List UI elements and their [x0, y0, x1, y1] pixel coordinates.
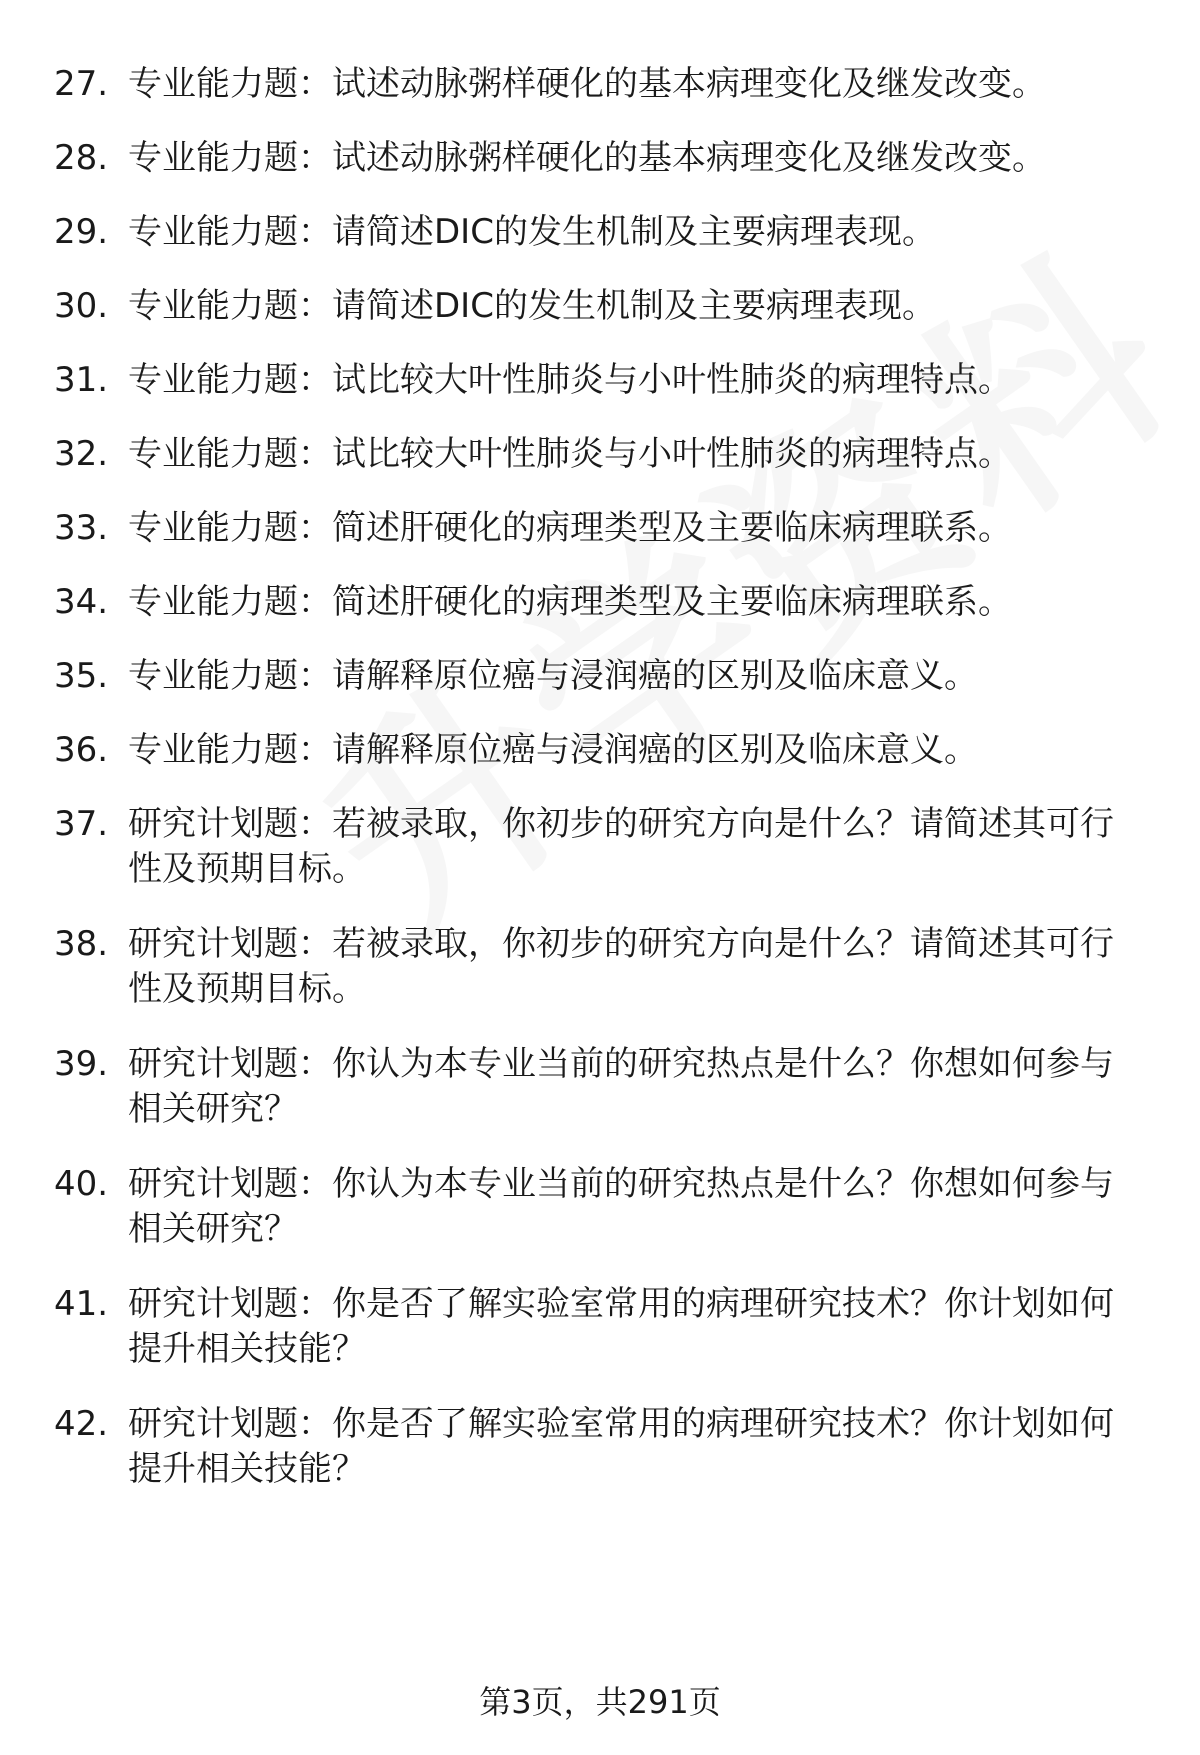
question-text: 专业能力题：请简述DIC的发生机制及主要病理表现。 [128, 286, 936, 326]
question-number: 36. [54, 730, 109, 770]
question-number: 33. [54, 508, 109, 548]
question-number: 28. [54, 138, 109, 178]
question-text: 研究计划题：若被录取，你初步的研究方向是什么？请简述其可行性及预期目标。 [128, 804, 1114, 889]
question-text: 研究计划题：你是否了解实验室常用的病理研究技术？你计划如何提升相关技能？ [128, 1284, 1114, 1369]
question-number: 29. [54, 212, 109, 252]
question-number: 40. [54, 1164, 109, 1204]
question-text: 专业能力题：试比较大叶性肺炎与小叶性肺炎的病理特点。 [128, 360, 1012, 400]
page-number: 第3页，共291页 [479, 1683, 721, 1721]
question-number: 30. [54, 286, 109, 326]
question-number: 32. [54, 434, 109, 474]
question-text: 研究计划题：你认为本专业当前的研究热点是什么？你想如何参与相关研究？ [128, 1044, 1114, 1129]
question-number: 35. [54, 656, 109, 696]
question-number: 38. [54, 924, 109, 964]
question-text: 专业能力题：试述动脉粥样硬化的基本病理变化及继发改变。 [128, 138, 1046, 178]
question-text: 专业能力题：试比较大叶性肺炎与小叶性肺炎的病理特点。 [128, 434, 1012, 474]
question-number: 42. [54, 1404, 109, 1444]
question-number: 39. [54, 1044, 109, 1084]
question-text: 专业能力题：简述肝硬化的病理类型及主要临床病理联系。 [128, 582, 1012, 622]
question-text: 专业能力题：请解释原位癌与浸润癌的区别及临床意义。 [128, 730, 978, 770]
question-number: 41. [54, 1284, 109, 1324]
question-text: 专业能力题：试述动脉粥样硬化的基本病理变化及继发改变。 [128, 64, 1046, 104]
question-text: 专业能力题：请解释原位癌与浸润癌的区别及临床意义。 [128, 656, 978, 696]
question-number: 34. [54, 582, 109, 622]
question-text: 研究计划题：若被录取，你初步的研究方向是什么？请简述其可行性及预期目标。 [128, 924, 1114, 1009]
question-text: 专业能力题：简述肝硬化的病理类型及主要临床病理联系。 [128, 508, 1012, 548]
question-number: 27. [54, 64, 109, 104]
question-text: 研究计划题：你认为本专业当前的研究热点是什么？你想如何参与相关研究？ [128, 1164, 1114, 1249]
question-text: 研究计划题：你是否了解实验室常用的病理研究技术？你计划如何提升相关技能？ [128, 1404, 1114, 1489]
question-number: 31. [54, 360, 109, 400]
question-text: 专业能力题：请简述DIC的发生机制及主要病理表现。 [128, 212, 936, 252]
question-number: 37. [54, 804, 109, 844]
